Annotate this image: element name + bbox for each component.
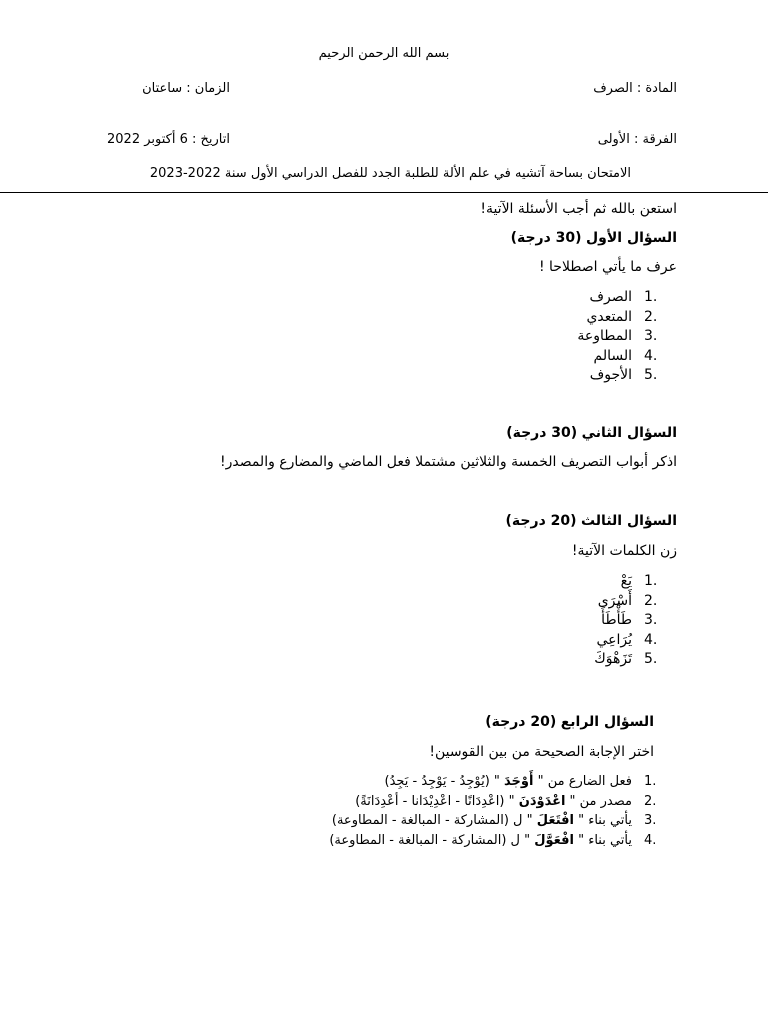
duration-label: الزمان : ساعتان — [142, 81, 230, 96]
list-item: 5. الأجوف — [589, 367, 658, 383]
question-1-list — [577, 288, 658, 386]
basmala: بسم الله الرحمن الرحيم — [318, 46, 450, 61]
list-item: 4. يُرَاعِي — [596, 631, 658, 648]
question-1-prompt: عرف ما يأتي اصطلاحا ! — [538, 259, 677, 275]
question-3-heading — [506, 513, 677, 529]
list-item: 2. أَسْرَى — [597, 592, 658, 609]
header-divider — [0, 192, 768, 193]
list-item: 1. فعل الضارع من " أَوْجَدَ " (يُوْجِدُ - يَوْجِدُ - يَجِدُ) — [384, 774, 657, 789]
question-3-list — [594, 572, 658, 670]
question-2-marks: (30 درجة) — [506, 425, 578, 441]
list-item: 4. يأتي بناء " افْعَوَّلَ " ل (المشاركة - المبالغة - المطاوعة) — [329, 832, 657, 848]
instructions: استعن بالله ثم أجب الأسئلة الآتية! — [480, 201, 677, 217]
list-item: 1. الصرف — [589, 289, 658, 305]
list-item: 3. طَأْطَأَ — [601, 612, 658, 628]
date-label: اتاريخ : 6 أكتوبر 2022 — [107, 132, 230, 147]
question-4-title: السؤال الرابع — [560, 714, 654, 730]
subject-label: المادة : الصرف — [593, 81, 677, 96]
question-4-list — [329, 772, 657, 850]
question-1-title: السؤال الأول — [586, 230, 677, 246]
list-item: 2. مصدر من " اعْدَوْدَنَ " (اعْدِدَانًا - اعْدِيْدَانا - أعْدِدَانَةً) — [355, 793, 657, 809]
question-2-heading — [506, 425, 677, 441]
question-2-prompt: اذكر أبواب التصريف الخمسة والثلاثين مشتملا فعل الماضي والمضارع والمصدر! — [219, 454, 677, 470]
question-3-title: السؤال الثالث — [580, 513, 677, 529]
list-item: 4. السالم — [593, 347, 658, 364]
list-item: 2. المتعدي — [586, 308, 658, 325]
level-label: الفرقة : الأولى — [597, 132, 677, 147]
question-4-prompt: اختر الإجابة الصحيحة من بين القوسين! — [429, 744, 654, 760]
question-1-heading — [511, 230, 677, 246]
exam-title: الامتحان بساحة آتشيه في علم الألة للطلبة الجدد للفصل الدراسي الأول سنة 2022-2023 — [149, 166, 631, 181]
question-1-marks: (30 درجة) — [510, 230, 582, 246]
list-item: 5. تَزَهْوَكَ — [594, 651, 658, 667]
question-2-title: السؤال الثاني — [581, 425, 677, 441]
question-4-marks: (20 درجة) — [485, 714, 557, 730]
list-item: 3. المطاوعة — [577, 328, 658, 344]
question-3-marks: (20 درجة) — [505, 513, 577, 529]
list-item: 3. يأتي بناء " افْتَعَلَ " ل (المشاركة - المبالغة - المطاوعة) — [331, 813, 657, 828]
list-item: 1. يَعْ — [620, 573, 658, 589]
question-4-heading — [485, 714, 654, 730]
question-3-prompt: زن الكلمات الآتية! — [571, 543, 677, 559]
